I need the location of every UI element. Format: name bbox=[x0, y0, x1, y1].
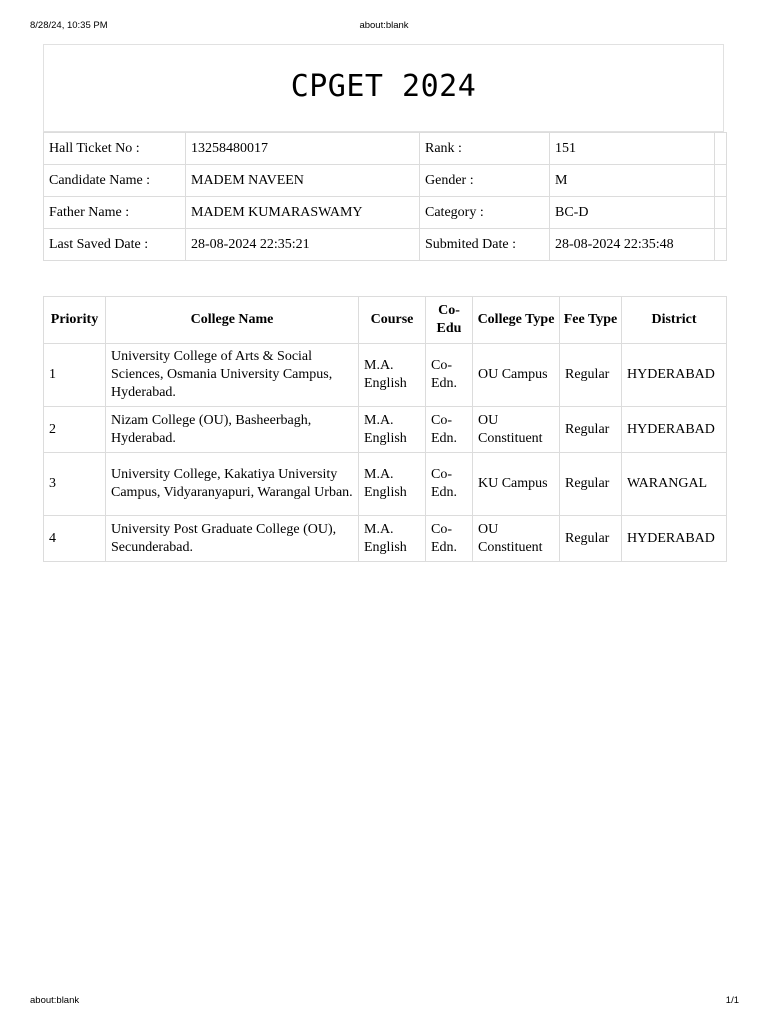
info-row-father bbox=[44, 197, 727, 229]
gender-value: M bbox=[550, 165, 715, 197]
last-saved-label: Last Saved Date : bbox=[44, 229, 186, 261]
district-cell: WARANGAL bbox=[622, 453, 727, 516]
info-spacer-cell bbox=[715, 165, 727, 197]
info-row-hall-ticket bbox=[44, 133, 727, 165]
college-name-cell: University College of Arts & Social Sciences, Osmania University Campus, Hyderabad. bbox=[106, 344, 359, 407]
fee-type-cell: Regular bbox=[560, 516, 622, 562]
district-cell: HYDERABAD bbox=[622, 407, 727, 453]
last-saved-value: 28-08-2024 22:35:21 bbox=[186, 229, 420, 261]
coedu-cell: Co-Edn. bbox=[426, 344, 473, 407]
table-row bbox=[44, 344, 727, 407]
category-label: Category : bbox=[420, 197, 550, 229]
hall-ticket-value: 13258480017 bbox=[186, 133, 420, 165]
col-header-college-type: College Type bbox=[473, 297, 560, 344]
fee-type-cell: Regular bbox=[560, 344, 622, 407]
candidate-name-label: Candidate Name : bbox=[44, 165, 186, 197]
candidate-info-table bbox=[43, 132, 727, 261]
course-cell: M.A. English bbox=[359, 407, 426, 453]
print-datetime: 8/28/24, 10:35 PM bbox=[30, 20, 108, 31]
district-cell: HYDERABAD bbox=[622, 516, 727, 562]
course-cell: M.A. English bbox=[359, 344, 426, 407]
college-type-cell: OU Constituent bbox=[473, 516, 560, 562]
info-spacer-cell bbox=[715, 197, 727, 229]
print-url: about:blank bbox=[359, 20, 409, 31]
college-name-cell: University Post Graduate College (OU), Secunderabad. bbox=[106, 516, 359, 562]
info-row-dates bbox=[44, 229, 727, 261]
college-type-cell: OU Constituent bbox=[473, 407, 560, 453]
gender-label: Gender : bbox=[420, 165, 550, 197]
priority-cell: 2 bbox=[44, 407, 106, 453]
priority-cell: 4 bbox=[44, 516, 106, 562]
table-row bbox=[44, 453, 727, 516]
course-cell: M.A. English bbox=[359, 453, 426, 516]
fee-type-cell: Regular bbox=[560, 453, 622, 516]
table-row bbox=[44, 407, 727, 453]
coedu-cell: Co-Edn. bbox=[426, 453, 473, 516]
table-row bbox=[44, 516, 727, 562]
print-footer bbox=[0, 995, 768, 1009]
rank-value: 151 bbox=[550, 133, 715, 165]
col-header-district: District bbox=[622, 297, 727, 344]
options-header-row bbox=[44, 297, 727, 344]
print-header bbox=[0, 20, 768, 34]
category-value: BC-D bbox=[550, 197, 715, 229]
father-name-label: Father Name : bbox=[44, 197, 186, 229]
col-header-coedu: Co-Edu bbox=[426, 297, 473, 344]
footer-url: about:blank bbox=[30, 995, 80, 1006]
college-name-cell: Nizam College (OU), Basheerbagh, Hyderabad. bbox=[106, 407, 359, 453]
fee-type-cell: Regular bbox=[560, 407, 622, 453]
coedu-cell: Co-Edn. bbox=[426, 407, 473, 453]
submitted-label: Submited Date : bbox=[420, 229, 550, 261]
hall-ticket-label: Hall Ticket No : bbox=[44, 133, 186, 165]
col-header-fee-type: Fee Type bbox=[560, 297, 622, 344]
rank-label: Rank : bbox=[420, 133, 550, 165]
page-number: 1/1 bbox=[725, 995, 739, 1006]
col-header-course: Course bbox=[359, 297, 426, 344]
page-title: CPGET 2024 bbox=[290, 68, 477, 104]
candidate-name-value: MADEM NAVEEN bbox=[186, 165, 420, 197]
father-name-value: MADEM KUMARASWAMY bbox=[186, 197, 420, 229]
col-header-college-name: College Name bbox=[106, 297, 359, 344]
col-header-priority: Priority bbox=[44, 297, 106, 344]
info-spacer-cell bbox=[715, 229, 727, 261]
college-name-cell: University College, Kakatiya University Campus, Vidyaranyapuri, Warangal Urban. bbox=[106, 453, 359, 516]
course-cell: M.A. English bbox=[359, 516, 426, 562]
college-type-cell: OU Campus bbox=[473, 344, 560, 407]
college-type-cell: KU Campus bbox=[473, 453, 560, 516]
priority-cell: 1 bbox=[44, 344, 106, 407]
college-options-table bbox=[43, 296, 727, 562]
info-row-name bbox=[44, 165, 727, 197]
priority-cell: 3 bbox=[44, 453, 106, 516]
info-spacer-cell bbox=[715, 133, 727, 165]
coedu-cell: Co-Edn. bbox=[426, 516, 473, 562]
district-cell: HYDERABAD bbox=[622, 344, 727, 407]
title-box bbox=[43, 44, 724, 132]
submitted-value: 28-08-2024 22:35:48 bbox=[550, 229, 715, 261]
